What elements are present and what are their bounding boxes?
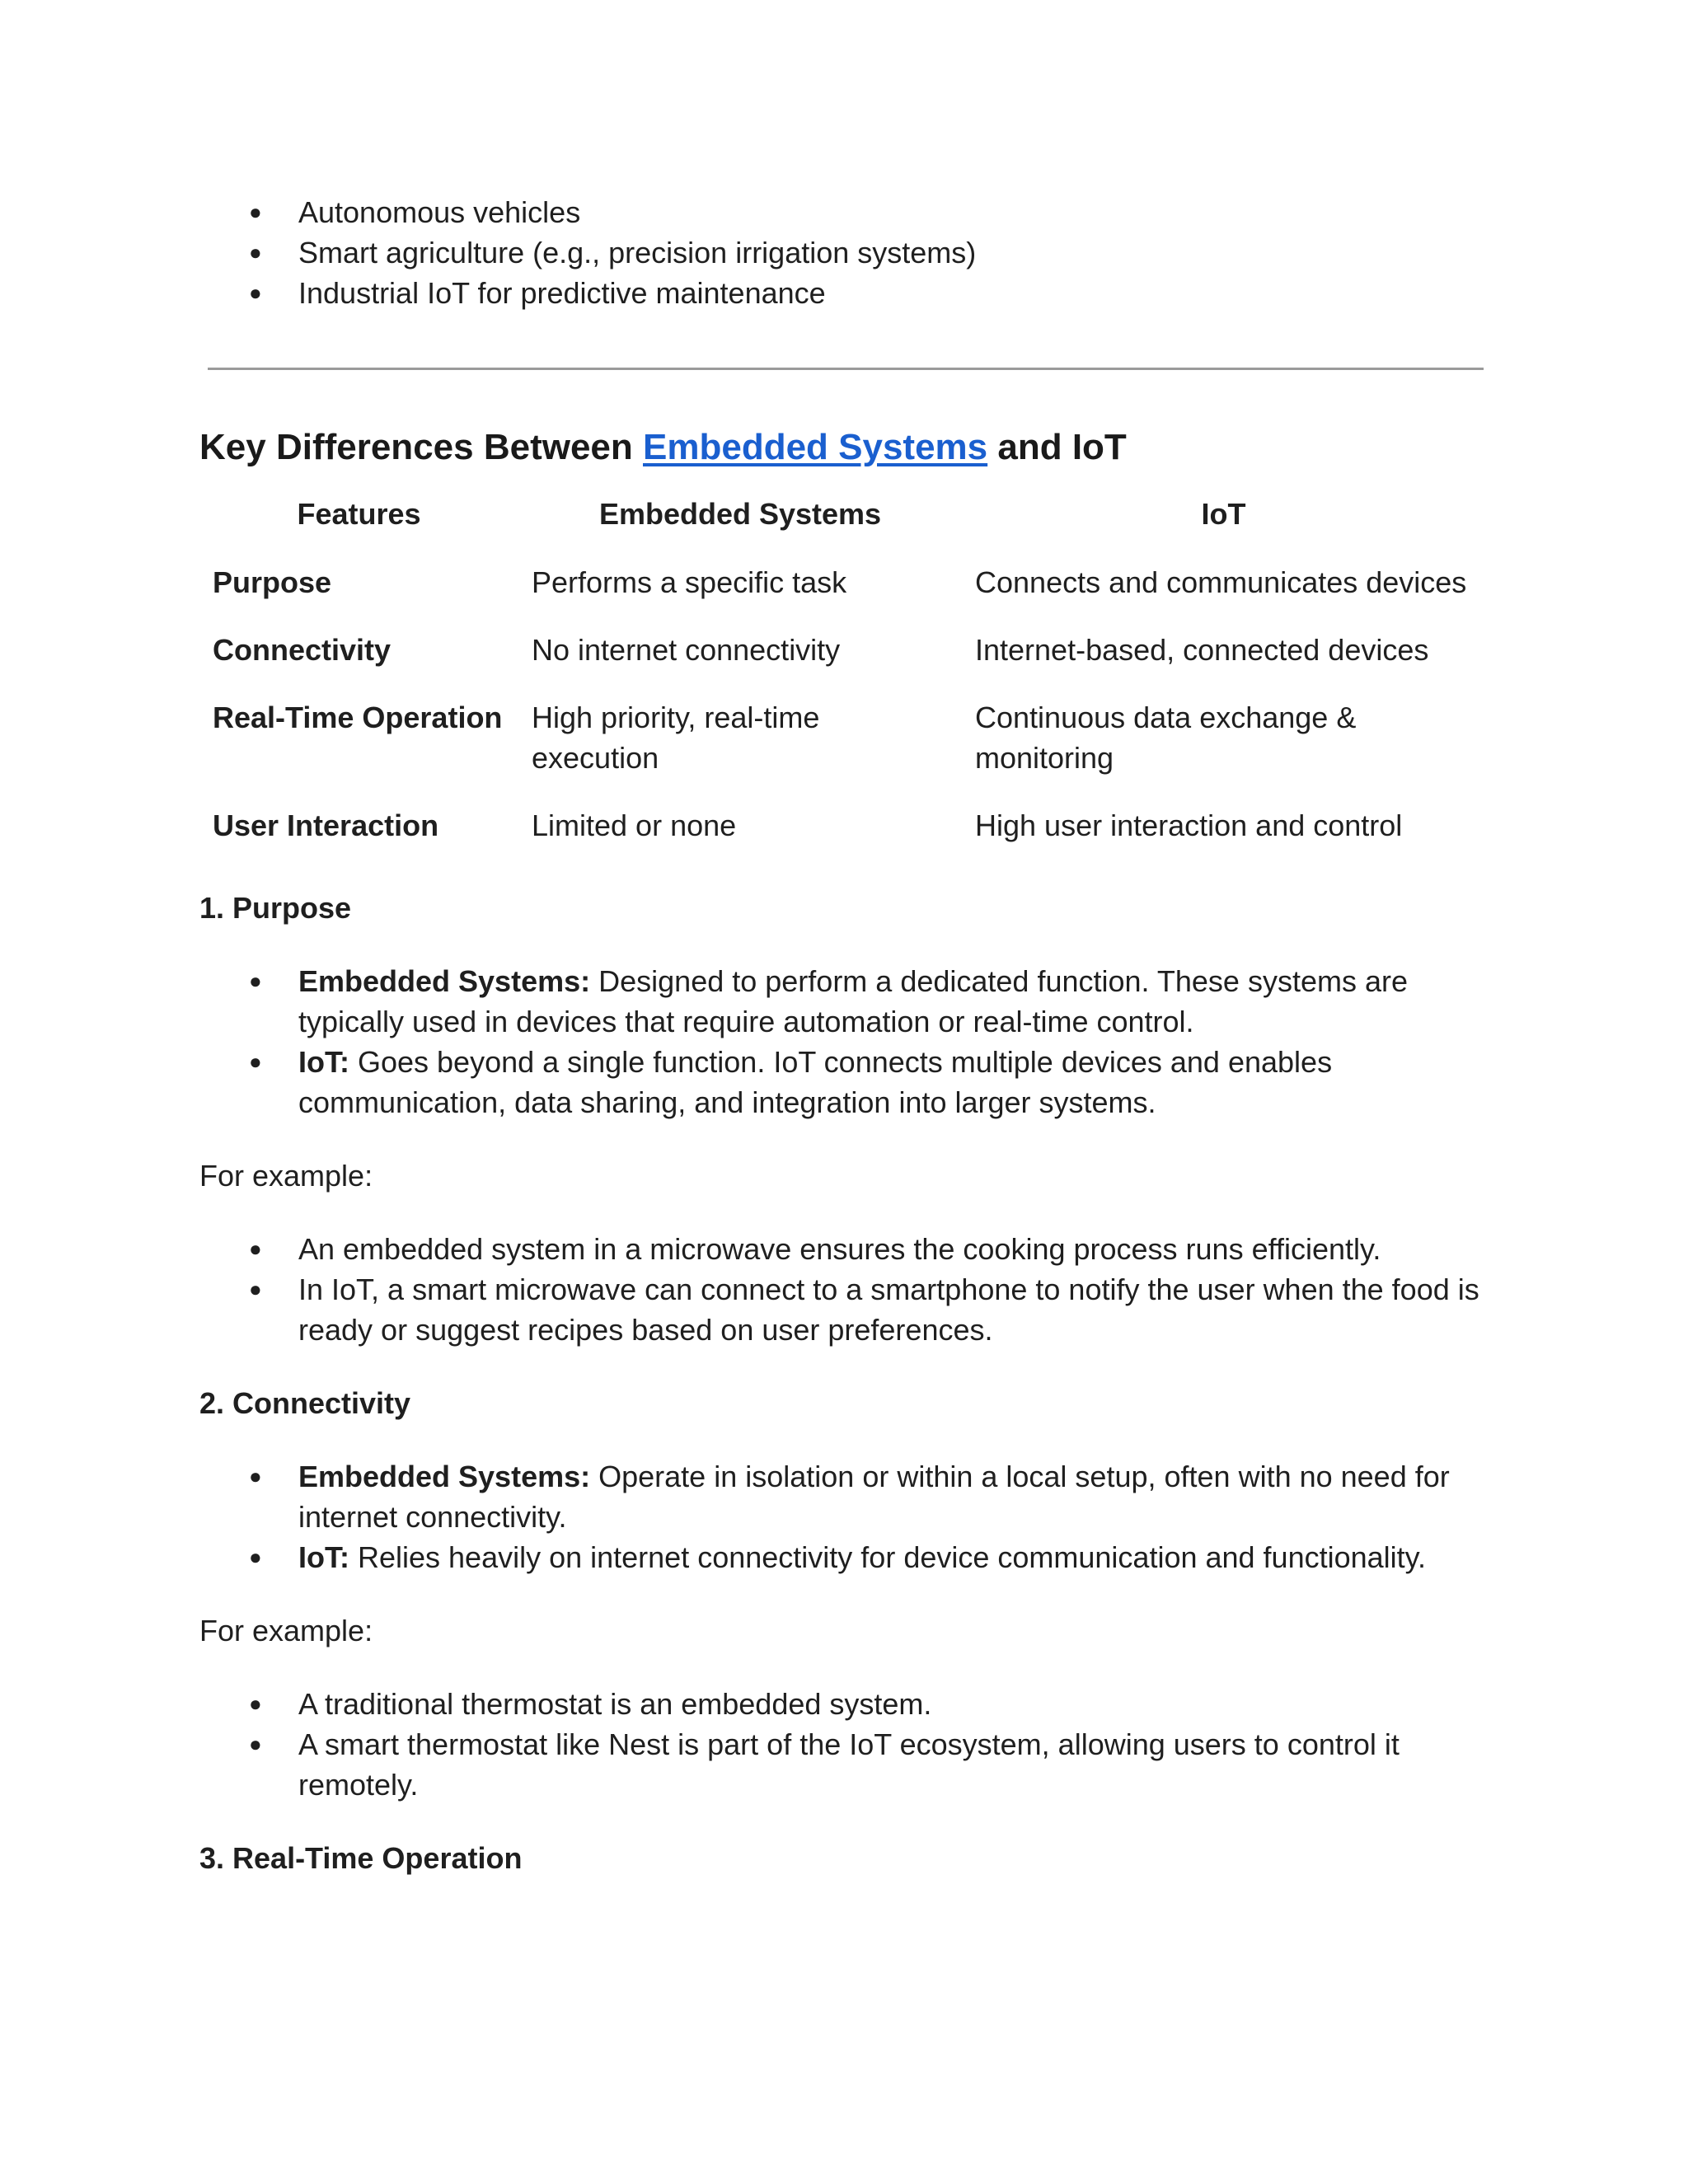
point-text: Operate in isolation or within a local setup, often with no need for internet connectivity. (298, 1460, 1450, 1534)
list-item: ● In IoT, a smart microwave can connect to a smartphone to notify the user when the food is ready or suggest recipes based on user preferences. (199, 1269, 1485, 1350)
point-label: IoT: (298, 1045, 349, 1079)
horizontal-divider (208, 368, 1484, 370)
table-row (199, 552, 1485, 620)
point-label: Embedded Systems: (298, 964, 591, 998)
column-header-embedded: Embedded Systems (598, 497, 882, 531)
table-cell: High user interaction and control (975, 808, 1403, 842)
column-header-features: Features (297, 497, 421, 531)
point-label: IoT: (298, 1540, 349, 1574)
table-cell-feature: User Interaction (213, 808, 439, 842)
table-cell-feature: Purpose (213, 565, 332, 599)
point-label: Embedded Systems: (298, 1460, 591, 1493)
subsection-heading-connectivity: 2. Connectivity (199, 1386, 411, 1420)
list-item: ● A traditional thermostat is an embedded system. (199, 1684, 1485, 1724)
column-header-iot: IoT (1201, 497, 1246, 531)
application-list (199, 192, 1485, 313)
list-item (199, 1537, 1485, 1577)
heading-prefix: Key Differences Between (199, 427, 643, 467)
connectivity-examples (199, 1684, 1485, 1805)
example-intro: For example: (199, 1159, 373, 1193)
table-cell-feature: Connectivity (213, 633, 392, 667)
comparison-table (199, 477, 1485, 863)
table-cell-feature: Real-Time Operation (213, 701, 503, 734)
section-heading (199, 424, 1485, 471)
point-text: Designed to perform a dedicated function. These systems are typically used in devices that require automation or real-time control. (298, 964, 1408, 1038)
connectivity-points (199, 1456, 1485, 1577)
list-item (199, 1456, 1485, 1537)
table-row (199, 795, 1485, 863)
document-content (199, 192, 1485, 1878)
point-text: Goes beyond a single function. IoT connects multiple devices and enables communication, data sharing, and integration into larger systems. (298, 1045, 1333, 1119)
list-item (199, 1042, 1485, 1122)
table-cell: High priority, real-time execution (532, 701, 820, 775)
table-cell: No internet connectivity (532, 633, 841, 667)
table-row (199, 620, 1485, 687)
subsection-heading-real-time: 3. Real-Time Operation (199, 1841, 523, 1875)
list-item: ● Autonomous vehicles (199, 192, 1485, 232)
list-item (199, 961, 1485, 1042)
list-item: ● An embedded system in a microwave ensures the cooking process runs efficiently. (199, 1229, 1485, 1269)
purpose-examples (199, 1229, 1485, 1350)
list-item: ● Industrial IoT for predictive maintenance (199, 273, 1485, 313)
table-cell: Limited or none (532, 808, 737, 842)
table-cell: Performs a specific task (532, 565, 847, 599)
list-item: ● Smart agriculture (e.g., precision irrigation systems) (199, 232, 1485, 273)
table-row (199, 687, 1485, 795)
list-item: ● A smart thermostat like Nest is part of the IoT ecosystem, allowing users to control it remotely. (199, 1724, 1485, 1805)
embedded-systems-link[interactable]: Embedded Systems (643, 427, 988, 467)
table-cell: Internet-based, connected devices (975, 633, 1429, 667)
purpose-points (199, 961, 1485, 1122)
heading-suffix: and IoT (987, 427, 1127, 467)
point-text: Relies heavily on internet connectivity for device communication and functionality. (349, 1540, 1426, 1574)
table-header-row (199, 477, 1485, 552)
example-intro: For example: (199, 1614, 373, 1647)
table-cell: Connects and communicates devices (975, 565, 1467, 599)
table-cell: Continuous data exchange & monitoring (975, 701, 1357, 775)
subsection-heading-purpose: 1. Purpose (199, 891, 352, 925)
